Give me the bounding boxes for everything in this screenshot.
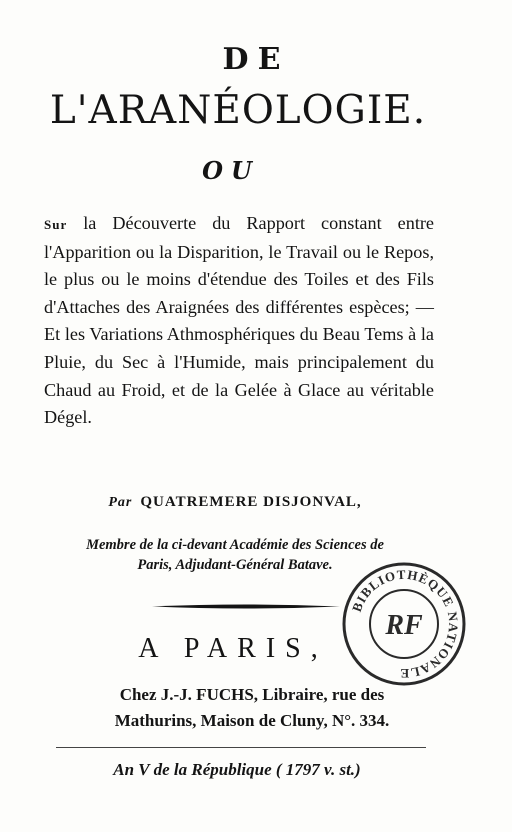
stamp-monogram: RF [385,610,423,641]
credentials-line-1: Membre de la ci-devant Académie des Sciences de [86,537,384,553]
author-name: QUATREMERE DISJONVAL, [140,494,362,510]
publisher-line-1: Chez J.-J. FUCHS, Libraire, rue des [119,685,385,704]
ornamental-rule [152,604,340,609]
main-title: L'ARANÉOLOGIE. [49,88,427,133]
publisher-line-2: Mathurins, Maison de Cluny, N°. 334. [114,711,390,730]
subtitle-description [44,210,434,432]
stamp-text: BIBLIOTHÈQUE NATIONALE [348,566,462,682]
library-stamp-icon [340,560,468,688]
credentials-line-2: Paris, Adjudant-Général Batave. [137,557,333,573]
title-de: DE [222,42,290,77]
imprint-city: A PARIS, [138,633,328,664]
description-text: la Découverte du Rapport constant entre l'Apparition ou la Disparition, le Travail ou le Repos, le plus ou le moins d'étendue des Toiles et des Fils d'Attaches des Araignées des différentes espèces; — Et les Variations Athmosphériques du Beau Tems à la Pluie, du Sec à l'Humide, mais principalement du Chaud au Froid, et de la Gelée à Glace au véritable Dégel. [44,213,434,428]
description-lead: Sur [44,217,68,232]
title-ou: OU [202,156,260,185]
publisher-block [60,682,444,734]
author-par: Par [108,495,133,510]
author-line [0,494,470,511]
publication-date: An V de la République ( 1797 v. st.) [113,760,361,779]
divider-rule [56,747,426,748]
